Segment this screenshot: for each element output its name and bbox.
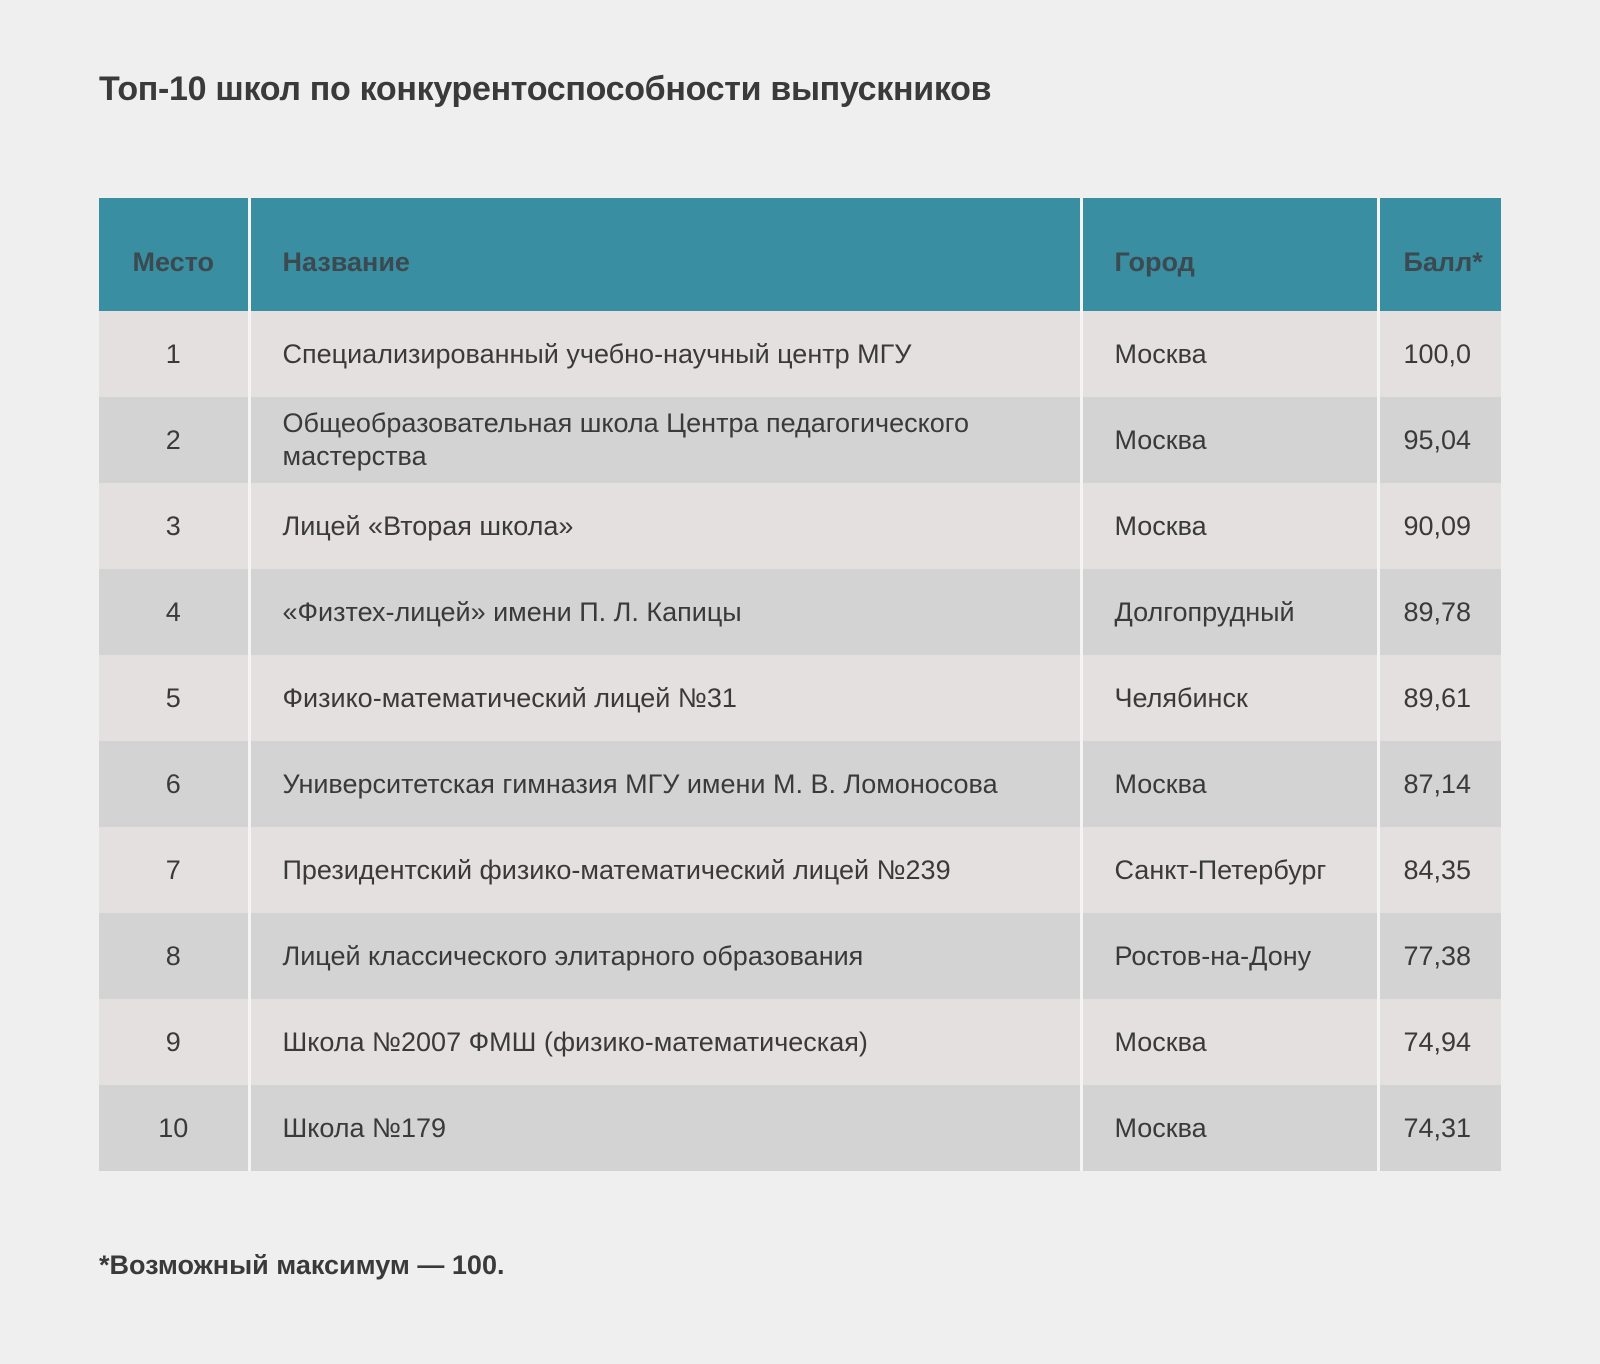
score-cell: 100,0 bbox=[1378, 311, 1501, 397]
score-cell: 74,94 bbox=[1378, 999, 1501, 1085]
table-row bbox=[99, 311, 1501, 397]
place-cell: 8 bbox=[99, 913, 249, 999]
score-cell: 89,78 bbox=[1378, 569, 1501, 655]
table-row bbox=[99, 397, 1501, 483]
place-cell: 9 bbox=[99, 999, 249, 1085]
name-cell: Общеобразовательная школа Центра педагогического мастерства bbox=[249, 397, 1081, 483]
column-header-name: Название bbox=[249, 198, 1081, 311]
score-cell: 90,09 bbox=[1378, 483, 1501, 569]
name-cell: Университетская гимназия МГУ имени М. В. Ломоносова bbox=[249, 741, 1081, 827]
place-cell: 3 bbox=[99, 483, 249, 569]
table-row bbox=[99, 999, 1501, 1085]
page-title: Топ-10 школ по конкурентоспособности выпускников bbox=[99, 70, 992, 108]
name-cell: Лицей классического элитарного образования bbox=[249, 913, 1081, 999]
table-row bbox=[99, 741, 1501, 827]
place-cell: 10 bbox=[99, 1085, 249, 1171]
footnote: *Возможный максимум — 100. bbox=[99, 1250, 505, 1280]
place-cell: 2 bbox=[99, 397, 249, 483]
table-row bbox=[99, 827, 1501, 913]
city-cell: Москва bbox=[1081, 1085, 1378, 1171]
table-row bbox=[99, 913, 1501, 999]
name-cell: Лицей «Вторая школа» bbox=[249, 483, 1081, 569]
column-header-score: Балл* bbox=[1378, 198, 1501, 311]
score-cell: 95,04 bbox=[1378, 397, 1501, 483]
city-cell: Санкт-Петербург bbox=[1081, 827, 1378, 913]
place-cell: 6 bbox=[99, 741, 249, 827]
rating-table bbox=[99, 198, 1501, 1171]
name-cell: Президентский физико-математический лицей №239 bbox=[249, 827, 1081, 913]
city-cell: Ростов-на-Дону bbox=[1081, 913, 1378, 999]
table-row bbox=[99, 483, 1501, 569]
name-cell: Школа №2007 ФМШ (физико-математическая) bbox=[249, 999, 1081, 1085]
city-cell: Долгопрудный bbox=[1081, 569, 1378, 655]
city-cell: Москва bbox=[1081, 741, 1378, 827]
city-cell: Челябинск bbox=[1081, 655, 1378, 741]
name-cell: Школа №179 bbox=[249, 1085, 1081, 1171]
place-cell: 7 bbox=[99, 827, 249, 913]
score-cell: 87,14 bbox=[1378, 741, 1501, 827]
name-cell: «Физтех-лицей» имени П. Л. Капицы bbox=[249, 569, 1081, 655]
place-cell: 5 bbox=[99, 655, 249, 741]
table-header-row bbox=[99, 198, 1501, 311]
place-cell: 4 bbox=[99, 569, 249, 655]
place-cell: 1 bbox=[99, 311, 249, 397]
table-row bbox=[99, 1085, 1501, 1171]
column-header-city: Город bbox=[1081, 198, 1378, 311]
city-cell: Москва bbox=[1081, 311, 1378, 397]
name-cell: Физико-математический лицей №31 bbox=[249, 655, 1081, 741]
city-cell: Москва bbox=[1081, 483, 1378, 569]
score-cell: 84,35 bbox=[1378, 827, 1501, 913]
column-header-place: Место bbox=[99, 198, 249, 311]
score-cell: 77,38 bbox=[1378, 913, 1501, 999]
table-row bbox=[99, 655, 1501, 741]
name-cell: Специализированный учебно-научный центр МГУ bbox=[249, 311, 1081, 397]
table-row bbox=[99, 569, 1501, 655]
city-cell: Москва bbox=[1081, 999, 1378, 1085]
score-cell: 89,61 bbox=[1378, 655, 1501, 741]
city-cell: Москва bbox=[1081, 397, 1378, 483]
score-cell: 74,31 bbox=[1378, 1085, 1501, 1171]
